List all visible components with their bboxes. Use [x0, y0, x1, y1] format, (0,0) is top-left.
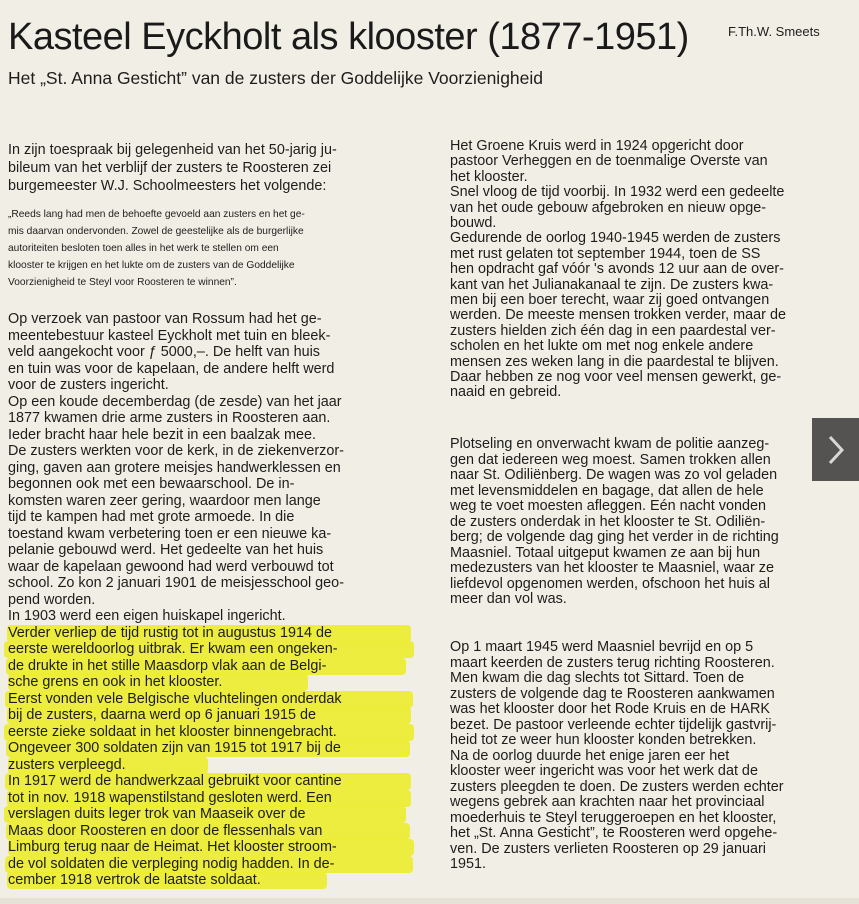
text-line: de vol soldaten die verpleging nodig hadden. In de- [8, 855, 335, 872]
text-line: en tuin was voor de kapelaan, de andere helft werd [8, 360, 335, 377]
text-line: Op 1 maart 1945 werd Maasniel bevrijd en op 5 [450, 639, 754, 655]
text-line: bouwd. [450, 215, 497, 231]
text-line: liefdevol opgenomen werden, ofschoon het huis al [450, 575, 771, 592]
text-line: burgemeester W.J. Schoolmeesters het volgende: [8, 178, 327, 194]
text-line: Plotseling en onverwacht kwam de politie aanzeg- [450, 436, 770, 452]
text-line: maart keerden de zusters terug richting Roosteren. [450, 654, 775, 671]
text-line: het klooster. [450, 168, 528, 185]
text-line: werden. De meeste mensen trokken verder, maar de [450, 307, 786, 324]
text-line: men bij een boer terecht, waar zij goed ontvangen [450, 292, 770, 308]
quote-line: klooster te krijgen en het lukte om de zusters van de Goddelijke [8, 260, 295, 271]
text-line: Op verzoek van pastoor van Rossum had het ge- [8, 311, 322, 327]
text-line: zusters pleegden te doen. De zusters werden echter [450, 778, 784, 795]
text-line: gen dat iedereen weg moest. Samen trokken allen [450, 451, 771, 468]
text-line: Ieder bracht haar hele bezit in een baalzak mee. [8, 426, 316, 443]
text-line: Maasniel. Totaal uitgeput kwamen ze aan bij hun [450, 544, 761, 561]
text-line: pastoor Verheggen en de toenmalige Overste van [450, 153, 768, 170]
text-line: bileum van het verblijf der zusters te Roosteren zei [8, 160, 332, 176]
text-line: zusters de volgende dag te Roosteren aankwamen [450, 685, 775, 702]
text-line: waar de kapelaan gewoond had werd verbouwd tot [8, 558, 334, 575]
text-line: Daar hebben ze nog voor veel mensen gewerkt, ge- [450, 369, 782, 385]
text-line: tijd te kampen had met grote armoede. In die [8, 509, 295, 525]
text-line: van het oude gebouw afgebroken en nieuw opge- [450, 199, 767, 216]
text-line: Maas door Roosteren en door de flessenhals van [8, 822, 323, 839]
text-line: kant van het Julianakanaal te zijn. De zusters kwa- [450, 276, 774, 293]
text-line: klooster weer ingericht was voor het werk dat de [450, 763, 758, 779]
text-line: bezet. De pastoor verleende echter tijdelijk gastvrij- [450, 716, 777, 733]
text-line: pelanie gebouwd werd. Het gedeelte van het huis [8, 542, 324, 558]
text-line: Men kwam die dag slechts tot Sittard. Toen de [450, 670, 745, 686]
text-line: de drukte in het stille Maasdorp vlak aan de Belgi- [8, 657, 327, 674]
text-line: school. Zo kon 2 januari 1901 de meisjesschool geo- [8, 575, 344, 591]
text-line: met rust gelaten tot september 1944, toen de SS [450, 245, 761, 262]
text-line: hen opdracht gaf vóór 's avonds 12 uur aan de over- [450, 261, 784, 278]
text-line: meentebestuur kasteel Eyckholt met tuin en bleek- [8, 327, 331, 344]
text-line: voor de zusters ingericht. [8, 377, 169, 393]
text-line: naaid en gebreid. [450, 384, 562, 401]
text-line: ven. De zusters verlieten Roosteren op 29 januari [450, 840, 766, 857]
text-line: De zusters werkten voor de kerk, in de ziekenverzor- [8, 443, 344, 459]
text-line: 1877 kwamen drie arme zusters in Roosteren aan. [8, 410, 331, 426]
text-line: naar St. Odiliënberg. De wagen was zo vol geladen [450, 467, 778, 483]
text-line: veld aangekocht voor ƒ 5000,–. De helft van huis [8, 344, 321, 360]
text-line: verslagen duits leger trok van Maaseik over de [8, 806, 306, 822]
text-line: heid tot ze weer hun klooster konden betrekken. [450, 732, 757, 748]
text-line: met levensmiddelen en bagage, dat allen de hele [450, 482, 764, 499]
text-line: scholen en het lukte om met nog enkele andere [450, 338, 754, 355]
text-line: 1951. [450, 856, 487, 872]
quote-line: mis daarvan ondervonden. Zowel de geestelijke als de burgerlijke [8, 226, 304, 237]
text-line: Snel vloog de tijd voorbij. In 1932 werd een gedeelte [450, 184, 785, 201]
text-line: zusters hielden zich één dag in een paardestal ver- [450, 322, 776, 339]
text-line: In 1917 werd de handwerkzaal gebruikt voor cantine [8, 773, 342, 789]
text-line: wegens gebrek aan krachten naar het provinciaal [450, 794, 765, 810]
text-line: zusters verpleegd. [8, 756, 126, 773]
quote-line: „Reeds lang had men de behoefte gevoeld aan zusters en het ge- [8, 209, 305, 220]
text-line: Het Groene Kruis werd in 1924 opgericht door [450, 138, 744, 154]
next-page-button[interactable] [812, 418, 859, 481]
text-line: In zijn toespraak bij gelegenheid van het 50-jarig ju- [8, 142, 337, 158]
text-line: sche grens en ook in het klooster. [8, 674, 223, 690]
text-line: mensen zes weken lang in die paardestal te blijven. [450, 353, 779, 370]
text-line: Na de oorlog duurde het enige jaren eer het [450, 747, 730, 764]
text-line: de zusters onderdak in het klooster te St. Odiliën- [450, 513, 766, 530]
quote-line: autoriteiten besloten toen alles in het werk te stellen om een [8, 243, 279, 254]
text-line: Eerst vonden vele Belgische vluchtelingen onderdak [8, 690, 342, 707]
article-title: Kasteel Eyckholt als klooster (1877-1951) [8, 16, 689, 58]
text-line: was het klooster door het Rode Kruis en de HARK [450, 701, 770, 717]
text-line: Op een koude decemberdag (de zesde) van het jaar [8, 393, 342, 410]
text-line: bij de zusters, daarna werd op 6 januari 1915 de [8, 707, 317, 723]
text-line: In 1903 werd een eigen huiskapel ingericht. [8, 608, 286, 624]
text-line: medezusters van het klooster te Maasniel, waar ze [450, 560, 774, 576]
text-line: weg te voet moesten afleggen. Eén nacht vonden [450, 498, 767, 514]
text-line: cember 1918 vertrok de laatste soldaat. [8, 872, 261, 888]
text-line: Verder verliep de tijd rustig tot in augustus 1914 de [8, 624, 332, 641]
text-line: berg; de volgende dag ging het verder in de richting [450, 529, 779, 545]
text-line: Limburg terug naar de Heimat. Het klooster stroom- [8, 839, 337, 855]
text-line: het „St. Anna Gesticht”, te Roosteren werd opgehe- [450, 825, 778, 841]
text-line: ging, gaven aan grotere meisjes handwerklessen en [8, 459, 341, 476]
text-line: tot in nov. 1918 wapenstilstand gesloten werd. Een [8, 789, 332, 806]
article-subtitle: Het „St. Anna Gesticht” van de zusters der Goddelijke Voorzienigheid [8, 68, 544, 88]
text-line: Ongeveer 300 soldaten zijn van 1915 tot 1917 bij de [8, 740, 341, 756]
chevron-right-icon [825, 433, 847, 467]
page-edge [0, 898, 859, 904]
text-line: komsten waren zeer gering, waardoor men lange [8, 492, 321, 509]
text-line: Gedurende de oorlog 1940-1945 werden de zusters [450, 230, 781, 247]
quote-line: Voorzienigheid te Steyl voor Roosteren te winnen”. [8, 277, 237, 288]
text-line: meer dan vol was. [450, 591, 567, 607]
text-line: begonnen ook met een bewaarschool. De in- [8, 476, 295, 492]
text-line: pend worden. [8, 591, 96, 608]
text-line: moederhuis te Steyl teruggeroepen en het klooster, [450, 809, 777, 826]
text-line: toestand kwam verbetering toen er een nieuwe ka- [8, 525, 332, 542]
text-line: eerste wereldoorlog uitbrak. Er kwam een ongeken- [8, 641, 338, 657]
text-line: eerste zieke soldaat in het klooster binnengebracht. [8, 723, 337, 740]
author-name: F.Th.W. Smeets [728, 24, 820, 39]
